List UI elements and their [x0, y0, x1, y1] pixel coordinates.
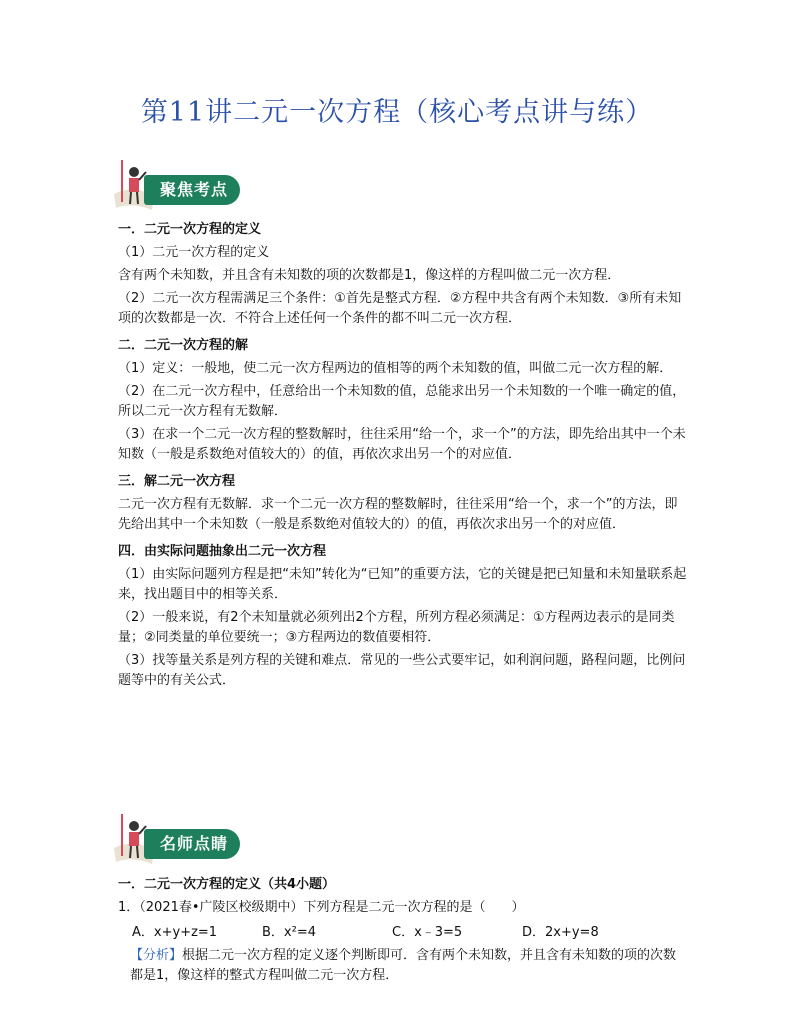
- key-points-section: [118, 213, 688, 694]
- analysis-paragraph: [130, 946, 688, 986]
- paragraph: （2）一般来说，有2个未知量就必须列出2个方程，所列方程必须满足：①方程两边表示的是同类量；②同类量的单位要统一；③方程两边的数值要相符．: [118, 610, 675, 645]
- paragraph: 二元一次方程有无数解．求一个二元一次方程的整数解时，往往采用“给一个，求一个”的方法，即先给出其中一个未知数（一般是系数绝对值较大的）的值，再依次求出另一个的对应值．: [118, 497, 678, 532]
- section-heading: 二．二元一次方程的解: [118, 338, 249, 353]
- banner-label: 聚焦考点: [144, 175, 240, 205]
- choice-a: A．x+y+z=1: [132, 925, 218, 940]
- paragraph: （2）二元一次方程需满足三个条件：①首先是整式方程．②方程中共含有两个未知数．③所有未知项的次数都是一次．不符合上述任何一个条件的都不叫二元一次方程．: [118, 291, 682, 326]
- section-heading: 四．由实际问题抽象出二元一次方程: [118, 544, 327, 559]
- section-banner-tips: [112, 812, 242, 866]
- paragraph: （2）在二元一次方程中，任意给出一个未知数的值，总能求出另一个未知数的一个唯一确定的值，所以二元一次方程有无数解．: [118, 384, 686, 419]
- examples-section: [118, 868, 688, 989]
- analysis-text: 根据二元一次方程的定义逐个判断即可．含有两个未知数，并且含有未知数的项的次数都是1，像这样的整式方程叫做二元一次方程．: [130, 948, 677, 983]
- choice-c: C．x﹣3=5: [392, 925, 463, 940]
- paragraph: （1）由实际问题列方程是把“未知”转化为“已知”的重要方法，它的关键是把已知量和未知量联系起来，找出题目中的相等关系．: [118, 567, 687, 602]
- paragraph: （3）找等量关系是列方程的关键和难点．常见的一些公式要牢记，如利润问题，路程问题，比例问题等中的有关公式．: [118, 653, 686, 688]
- paragraph: （1）二元一次方程的定义: [118, 245, 270, 260]
- examples-heading: 一．二元一次方程的定义（共4小题）: [118, 877, 336, 892]
- section-heading: 三．解二元一次方程: [118, 474, 236, 489]
- paragraph: 含有两个未知数，并且含有未知数的项的次数都是1，像这样的方程叫做二元一次方程．: [118, 268, 621, 283]
- section-heading: 一．二元一次方程的定义: [118, 222, 262, 237]
- analysis-tag: 【分析】: [130, 948, 183, 963]
- choice-d: D．2x+y=8: [522, 925, 599, 940]
- choice-list: [132, 923, 688, 943]
- banner-label: 名师点睛: [144, 829, 240, 859]
- section-banner-focus: [112, 158, 242, 212]
- paragraph: （1）定义：一般地，使二元一次方程两边的值相等的两个未知数的值，叫做二元一次方程的解．: [118, 361, 673, 376]
- choice-b: B．x²=4: [262, 925, 316, 940]
- page-title: 第11讲二元一次方程（核心考点讲与练）: [140, 97, 654, 128]
- paragraph: （3）在求一个二元一次方程的整数解时，往往采用“给一个，求一个”的方法，即先给出其中一个未知数（一般是系数绝对值较大的）的值，再依次求出另一个的对应值．: [118, 427, 686, 462]
- question-text: 1．（2021春•广陵区校级期中）下列方程是二元一次方程的是（ ）: [118, 900, 525, 915]
